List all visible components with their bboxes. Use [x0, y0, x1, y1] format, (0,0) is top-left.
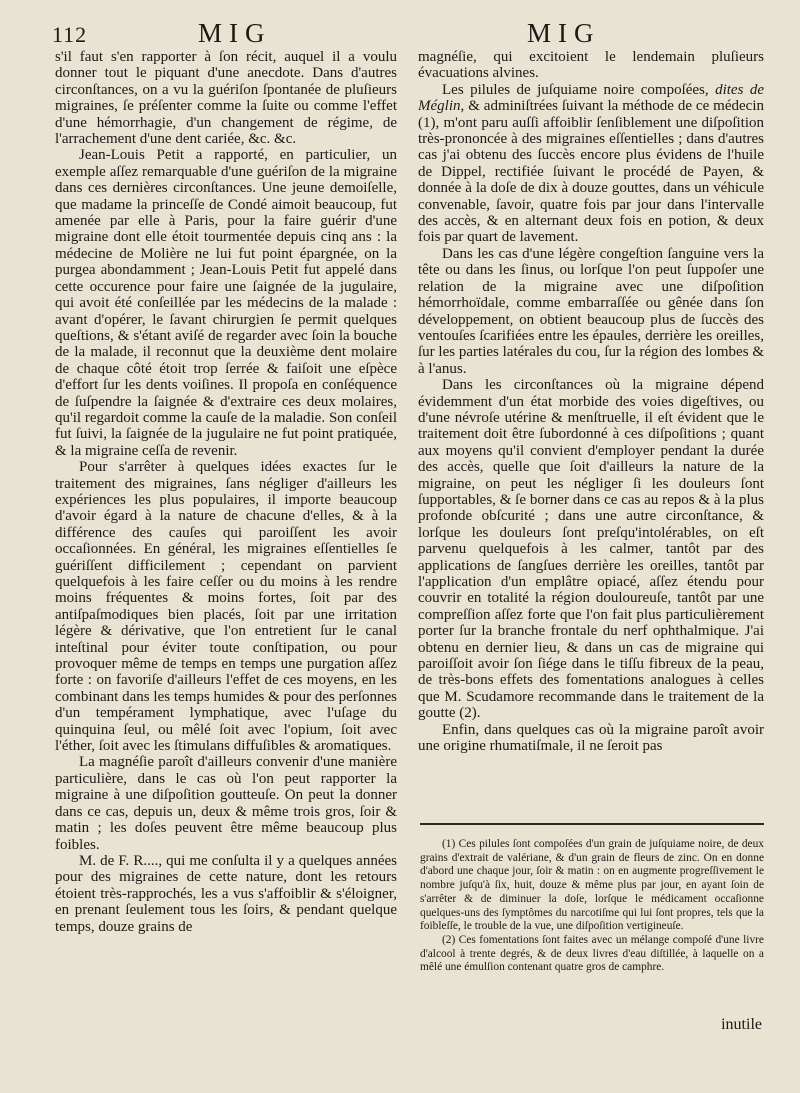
text-run: , & adminiſtrées ſuivant la méthode de ce médecin (1), m'ont paru auſſi affoiblir ſenſiblement une diſpoſition très-prononcée à des migraines eſſentielles ; dans d'autres cas j'ai obtenu des ſuccès encore plus évidens de l'huile de Dippel, rectifiée ſuivant le procédé de Payen, & donnée à la doſe de dix à douze gouttes, dans un véhicule convenable, ſavoir, quatre fois par jour dans l'intervalle des accès, & en alternant deux fois en potion, & deux fois par quart de lavement. [418, 98, 764, 246]
catchword: inutile [721, 1016, 762, 1033]
paragraph: La magnéſie paroît d'ailleurs convenir d'une manière particulière, dans le cas où l'on peut rapporter la migraine à une diſpoſition goutteuſe. On peut la donner dans ce cas, depuis un, deux & même trois gros, ſoir & matin ; les doſes peuvent être même beaucoup plus foibles. [55, 754, 397, 853]
text-run: Les pilules de juſquiame noire compoſées, [442, 81, 716, 98]
paragraph: Jean-Louis Petit a rapporté, en particulier, un exemple aſſez remarquable d'une guériſon de la migraine dans ces dernières circonſtances. Une jeune demoiſelle, que madame la princeſſe de Condé aimoit beaucoup, fut amenée par elle à Paris, pour la faire guérir d'une migraine dont elle étoit tourmentée depuis cinq ans : la médecine de Molière ne lui fut point épargnée, on la purgea abondamment ; Jean-Louis Petit fut appelé dans cette occurence pour faire une ſaignée de la jugulaire, qui avoit été conſeillée par les médecins de la malade : avant d'opérer, le ſavant chirurgien ſe permit quelques queſtions, & s'étant aviſé de regarder avec ſoin la bouche de la malade, il reconnut que la deuxième dent molaire de chaque côté étoit trop ſerrée & faiſoit une eſpèce d'effort ſur les dents voiſines. Il propoſa en conſéquence de ſuſpendre la ſaignée & d'extraire ces deux molaires, qu'il regardoit comme la cauſe de la maladie. Son conſeil fut ſuivi, la ſaignée de la jugulaire ne fut point pratiquée, & la migraine ceſſa de revenir. [55, 147, 397, 459]
footnote-rule [420, 823, 764, 825]
footnotes [420, 838, 764, 975]
page-header [0, 18, 800, 50]
paragraph: Pour s'arrêter à quelques idées exactes ſur le traitement des migraines, ſans négliger d'ailleurs les expériences les plus populaires, il importe beaucoup d'avoir égard à la nature de chacune d'elles, & à la différence des cauſes qui paroiſſent les avoir occaſionnées. En général, les migraines eſſentielles ſe guériſſent difficilement ; cependant on parvient quelquefois à les faire ceſſer ou du moins à les rendre moins fréquentes & moins fortes, ſoit par des antiſpaſmodiques bien placés, ſoit par une irritation légère & dérivative, que l'on entretient ſur le canal inteſtinal pour éviter toute conſtipation, ou pour provoquer même de temps en temps une purgation aſſez forte : on favoriſe d'ailleurs l'effet de ces moyens, en les combinant dans les temps humides & pour des perſonnes d'un tempérament lymphatique, avec l'uſage du quinquina ſeul, ou mêlé ſoit avec l'opium, ſoit avec l'éther, ſoit avec les ſtimulans diffuſibles & aromatiques. [55, 459, 397, 755]
left-column [55, 49, 397, 935]
paragraph: M. de F. R...., qui me conſulta il y a quelques années pour des migraines de cette nature, dont les retours étoient très-rapprochés, les a vus s'affoiblir & s'éloigner, en prenant ſeulement tous les ſoirs, & pendant quelque temps, douze grains de [55, 852, 397, 935]
paragraph: s'il faut s'en rapporter à ſon récit, auquel il a voulu donner tout le piquant d'une anecdote. Dans d'autres circonſtances, on a vu la guériſon ſpontanée de pluſieurs migraines, ſe préſenter comme la ſuite ou comme l'effet d'une hémorrhagie, d'un changement de régime, de l'arrachement d'une dent cariée, &c. &c. [55, 49, 397, 148]
italic-text: dites de Méglin [418, 81, 764, 115]
running-head-left: MIG [198, 18, 272, 48]
footnote: (1) Ces pilules ſont compoſées d'un grain de juſquiame noire, de deux grains d'extrait de valériane, & d'un grain de fleurs de zinc. On en donne d'abord une chaque jour, ſoir & matin : on en augmente progreſſivement le nombre juſqu'à ſix, huit, douze & même plus par jour, en ayant ſoin de s'arrêter & de diminuer la doſe, lorſque le médicament occaſionne quelques-uns des ſymptômes du narcotiſme qui lui ſont propres, tels que la foibleſſe, le trouble de la vue, une diſpoſition vertigineuſe. [420, 838, 764, 933]
paragraph: Enfin, dans quelques cas où la migraine paroît avoir une origine rhumatiſmale, il ne ſeroit pas [418, 721, 764, 755]
paragraph: Dans les circonſtances où la migraine dépend évidemment d'un état morbide des voies digeſtives, ou d'une névroſe utérine & menſtruelle, il eſt évident que le traitement doit être ſubordonné à ces diſpoſitions ; quant aux moyens qu'il convient d'employer pendant la durée des accès, quelle que ſoit d'ailleurs la nature de la migraine, on peut les négliger ſi les douleurs ſont ſupportables, & ſe borner dans ce cas au repos & à la plus profonde obſcurité ; dans une autre circonſtance, & lorſque les douleurs ſont preſqu'intolérables, on eſt parvenu quelquefois à les calmer, tantôt par des applications de ſangſues derrière les oreilles, tantôt par l'application d'un emplâtre opiacé, aſſez étendu pour couvrir en totalité la région douloureuſe, tantôt par une compreſſion aſſez forte que l'on fait plus particulièrement porter ſur la branche frontale du nerf ophthalmique. J'ai obtenu en dernier lieu, & dans un cas de migraine qui paroiſſoit avoir ſon ſiége dans le tiſſu fibreux de la peau, de très-bons effets des fomentations analogues à celles que M. Scudamore recommande dans le traitement de la goutte (2). [418, 377, 764, 722]
paragraph [418, 82, 764, 246]
running-head-right: MIG [527, 18, 601, 48]
page-number: 112 [52, 22, 88, 47]
paragraph: magnéſie, qui excitoient le lendemain pluſieurs évacuations alvines. [418, 49, 764, 82]
footnote: (2) Ces fomentations ſont faites avec un mélange compoſé d'une livre d'alcool à trente degrés, & de deux livres d'eau diſtillée, à laquelle on a mêlé une émulſion contenant quatre gros de camphre. [420, 933, 764, 974]
paragraph: Dans les cas d'une légère congeſtion ſanguine vers la tête ou dans les ſinus, ou lorſque l'on peut ſuppoſer une relation de la migraine avec une diſpoſition hémorrhoïdale, comme embarraſſée ou gênée dans ſon développement, on obtient beaucoup plus de ſuccès des ventouſes ſcarifiées entre les épaules, derrière les oreilles, ſur les parties latérales du cou, ſur la région des lombes & à l'anus. [418, 245, 764, 377]
right-column [418, 49, 764, 754]
